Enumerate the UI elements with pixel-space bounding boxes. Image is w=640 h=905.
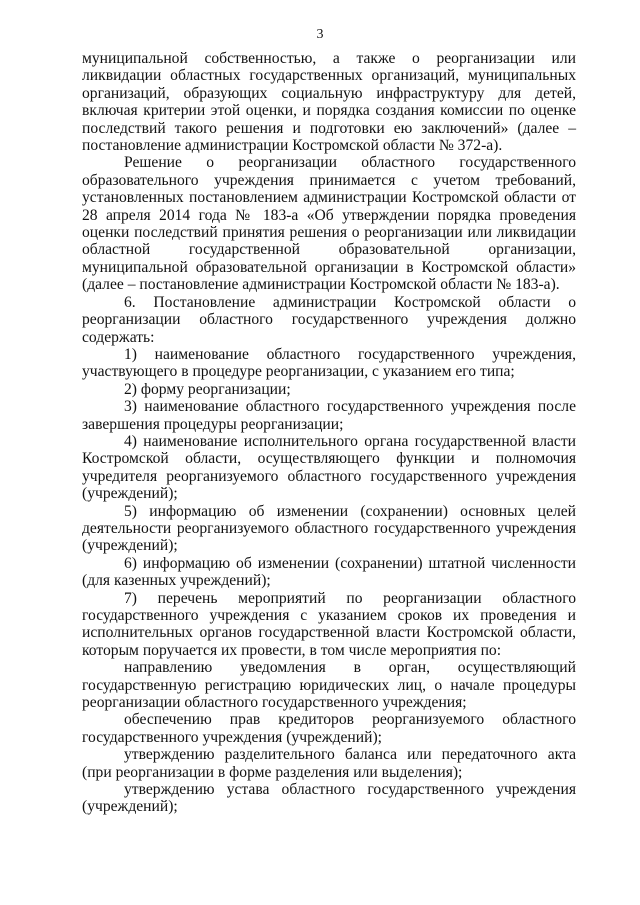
paragraph: 5) информацию об изменении (сохранении) основных целей деятельности реорганизуемого областного государственного учреждения (учреждений); bbox=[82, 502, 576, 555]
paragraph: 6) информацию об изменении (сохранении) штатной численности (для казенных учреждений); bbox=[82, 554, 576, 590]
paragraph: утверждению разделительного баланса или передаточного акта (при реорганизации в форме разделения или выделения); bbox=[82, 746, 576, 781]
paragraph: 3) наименование областного государственного учреждения после завершения процедуры реорганизации; bbox=[82, 398, 576, 433]
paragraph: направлению уведомления в орган, осуществляющий государственную регистрацию юридических лиц, о начале процедуры реорганизации областного государственного учреждения; bbox=[82, 659, 576, 712]
paragraph: обеспечению прав кредиторов реорганизуемого областного государственного учреждения (учреждений); bbox=[82, 711, 576, 746]
paragraph: 2) форму реорганизации; bbox=[124, 380, 291, 398]
paragraph: 4) наименование исполнительного органа государственной власти Костромской области, осуществляющего функции и полномочия учредителя реорганизуемого областного государственного учреждения (учреждений); bbox=[82, 432, 576, 503]
paragraph: 7) перечень мероприятий по реорганизации областного государственного учреждения с указанием сроков их проведения и исполнительных органов государственной власти Костромской области, которым поручается их провести, в том числе мероприятия по: bbox=[82, 589, 576, 659]
paragraph: муниципальной собственностью, а также о реорганизации или ликвидации областных государственных организаций, муниципальных организаций, образующих социальную инфраструктуру для детей, включая критерии этой оценки, и порядка создания комиссии по оценке последствий такого решения и подготовки ею заключений» (далее – постановление администрации Костромской области № 372-а). bbox=[82, 50, 576, 155]
paragraph: утверждению устава областного государственного учреждения (учреждений); bbox=[82, 781, 576, 816]
page-number: 3 bbox=[316, 27, 324, 42]
paragraph: 6. Постановление администрации Костромской области о реорганизации областного государственного учреждения должно содержать: bbox=[82, 293, 576, 346]
paragraph: Решение о реорганизации областного государственного образовательного учреждения принимается с учетом требований, установленных постановлением администрации Костромской области от 28 апреля 2014 года № 183-а «Об утверждении порядка проведения оценки последствий принятия решения о реорганизации или ликвидации областной государственной образовательной организации, муниципальной образовательной организации в Костромской области» (далее – постановление администрации Костромской области № 183-а). bbox=[82, 154, 576, 294]
paragraph: 1) наименование областного государственного учреждения, участвующего в процедуре реорганизации, с указанием его типа; bbox=[82, 345, 576, 381]
document-body bbox=[82, 50, 576, 816]
